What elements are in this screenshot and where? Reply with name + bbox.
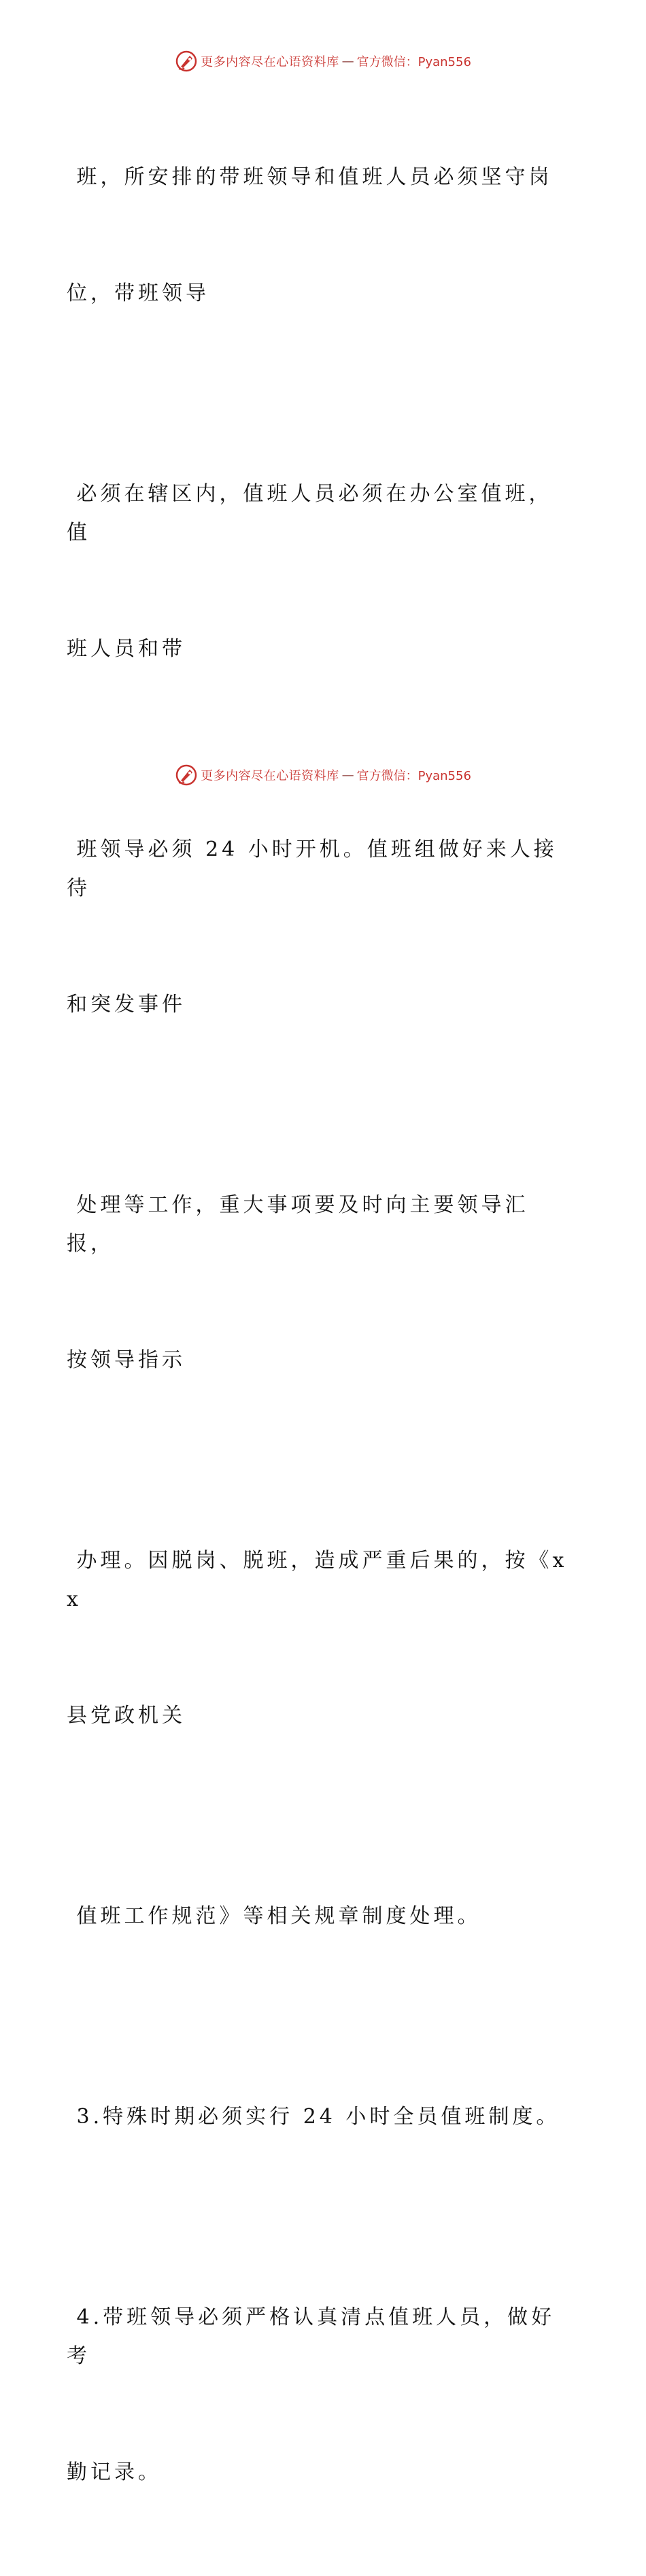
paragraph-line: 值班工作规范》等相关规章制度处理。 (67, 1904, 481, 1928)
paragraph (67, 1108, 570, 1457)
watermark-text: 更多内容尽在心语资料库 (201, 55, 339, 69)
paragraph (67, 80, 570, 390)
paragraph-line: 和突发事件 (67, 993, 186, 1016)
paragraph-line: 3.特殊时期必须实行 24 小时全员值班制度。 (67, 2105, 560, 2129)
footer-watermark (0, 761, 646, 789)
pen-nib-logo-icon (175, 50, 198, 73)
paragraph (67, 753, 570, 1101)
paragraph (67, 2020, 570, 2214)
paragraph (67, 397, 570, 746)
paragraph-line: 处理等工作，重大事项要及时向主要领导汇报， (67, 1193, 529, 1256)
watermark-separator: — (341, 54, 354, 69)
paragraph-line: 按领导指示 (67, 1348, 186, 1372)
paragraph-line: 班人员和带 (67, 637, 186, 661)
paragraph-line: 班领导必须 24 小时开机。值班组做好来人接待 (67, 838, 558, 900)
paragraph-line: 勤记录。 (67, 2460, 162, 2484)
paragraph-line: 必须在辖区内，值班人员必须在办公室值班，值 (67, 482, 553, 545)
paragraph-line: 班，所安排的带班领导和值班人员必须坚守岗 (67, 165, 553, 189)
paragraph-line: 4.带班领导必须严格认真清点值班人员，做好考 (67, 2305, 556, 2368)
paragraph-line: 位，带班领导 (67, 281, 209, 305)
watermark-text: 更多内容尽在心语资料库 (201, 769, 339, 783)
pen-nib-logo-icon (175, 763, 198, 787)
paragraph (67, 1819, 570, 2013)
paragraph-line: 县党政机关 (67, 1704, 186, 1728)
watermark-wechat: 官方微信：Pyan556 (356, 769, 471, 783)
paragraph (67, 1464, 570, 1813)
paragraph (67, 2220, 570, 2569)
watermark-wechat: 官方微信：Pyan556 (356, 55, 471, 69)
watermark-separator: — (341, 768, 354, 783)
header-watermark (0, 48, 646, 75)
document-body (67, 80, 570, 2576)
paragraph-line: 办理。因脱岗、脱班，造成严重后果的，按《xx (67, 1549, 568, 1611)
